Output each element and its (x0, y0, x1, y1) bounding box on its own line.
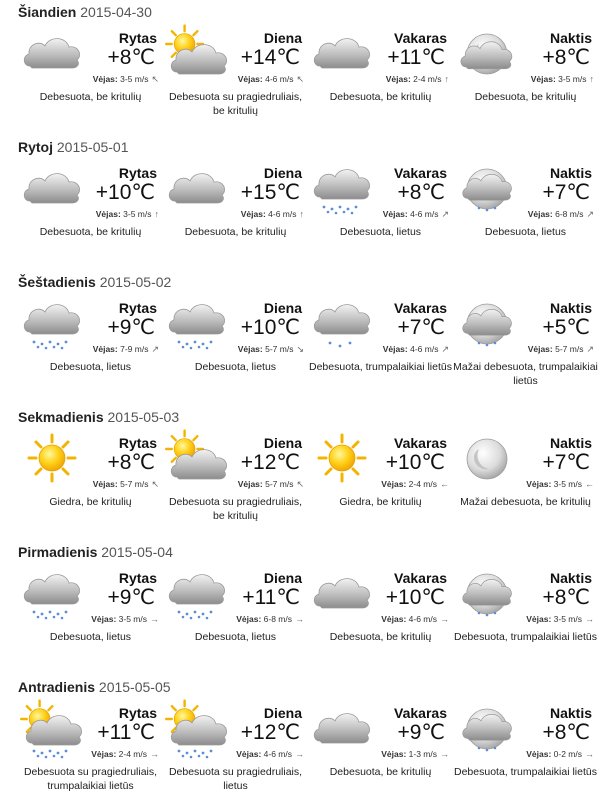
weather-description: Debesuota, lietus (339, 226, 422, 238)
temperature: +9℃ (107, 586, 155, 609)
wind-info (349, 74, 449, 84)
day-periods (0, 564, 607, 675)
day-title (0, 0, 607, 24)
wind-label: Vėjas: (91, 749, 117, 759)
wind-label: Vėjas: (236, 614, 262, 624)
weather-description: Debesuota, trumpalaikiai lietūs (454, 766, 597, 778)
wind-info (349, 344, 449, 355)
period-name: Diena (263, 435, 302, 451)
wind-info (204, 74, 304, 85)
temperature: +9℃ (107, 316, 155, 339)
wind-speed: 4-6 m/s (268, 209, 297, 219)
temperature: +8℃ (397, 181, 445, 204)
wind-direction-icon: ↑ (589, 74, 594, 84)
day-date: 2015-05-02 (99, 274, 172, 290)
period-vakaras (308, 159, 453, 270)
temperature: +7℃ (397, 316, 445, 339)
wind-label: Vėjas: (237, 479, 263, 489)
wind-label: Vėjas: (382, 344, 408, 354)
wind-speed: 5-7 m/s (555, 344, 584, 354)
temperature: +12℃ (240, 721, 300, 744)
period-name: Vakaras (394, 165, 447, 181)
wind-direction-icon: → (440, 614, 449, 624)
day-date: 2015-05-01 (56, 139, 129, 155)
weather-description: Debesuota, be kritulių (184, 226, 287, 238)
wind-speed: 1-3 m/s (408, 749, 437, 759)
wind-info (494, 479, 594, 489)
period-name: Rytas (118, 30, 157, 46)
wind-info (349, 614, 449, 624)
temperature: +14℃ (240, 46, 300, 69)
day-periods (0, 159, 607, 270)
wind-info (204, 344, 304, 355)
wind-direction-icon: ↖ (296, 479, 304, 489)
period-diena (163, 699, 308, 810)
temperature: +8℃ (107, 451, 155, 474)
period-name: Naktis (549, 30, 592, 46)
day-name: Rytoj (18, 139, 53, 155)
day-periods (0, 429, 607, 540)
wind-label: Vėjas: (92, 74, 118, 84)
wind-label: Vėjas: (92, 479, 118, 489)
wind-speed: 3-5 m/s (553, 614, 582, 624)
period-rytas (18, 564, 163, 675)
period-naktis (453, 294, 598, 405)
wind-label: Vėjas: (240, 209, 266, 219)
period-name: Rytas (118, 165, 157, 181)
wind-speed: 0-2 m/s (553, 749, 582, 759)
day-block (0, 675, 607, 810)
period-rytas (18, 429, 163, 540)
weather-description: Mažai debesuota, be kritulių (460, 496, 591, 508)
wind-direction-icon: ← (440, 479, 449, 489)
weather-description: Debesuota, lietus (194, 361, 277, 373)
day-name: Pirmadienis (18, 544, 98, 560)
wind-info (59, 209, 159, 219)
temperature: +15℃ (240, 181, 300, 204)
wind-direction-icon: ↖ (151, 479, 159, 489)
temperature: +10℃ (95, 181, 155, 204)
period-vakaras (308, 429, 453, 540)
wind-info (59, 479, 159, 490)
period-vakaras (308, 294, 453, 405)
wind-label: Vėjas: (95, 209, 121, 219)
wind-direction-icon: ↗ (586, 209, 594, 219)
day-block (0, 270, 607, 405)
period-name: Diena (263, 570, 302, 586)
wind-direction-icon: ↗ (151, 344, 159, 354)
temperature: +8℃ (107, 46, 155, 69)
wind-direction-icon: ↘ (296, 344, 304, 354)
period-rytas (18, 24, 163, 135)
wind-label: Vėjas: (381, 614, 407, 624)
period-name: Diena (263, 165, 302, 181)
period-diena (163, 24, 308, 135)
wind-info (494, 209, 594, 220)
wind-label: Vėjas: (526, 749, 552, 759)
wind-speed: 3-5 m/s (120, 74, 149, 84)
temperature: +10℃ (385, 586, 445, 609)
day-block (0, 0, 607, 135)
day-block (0, 540, 607, 675)
period-vakaras (308, 699, 453, 810)
period-name: Rytas (118, 300, 157, 316)
period-name: Rytas (118, 570, 157, 586)
wind-speed: 3-5 m/s (558, 74, 587, 84)
period-name: Vakaras (394, 705, 447, 721)
period-diena (163, 294, 308, 405)
weather-description: Debesuota, lietus (49, 361, 132, 373)
period-naktis (453, 564, 598, 675)
period-name: Vakaras (394, 30, 447, 46)
wind-label: Vėjas: (236, 749, 262, 759)
wind-speed: 4-6 m/s (265, 74, 294, 84)
weather-description: Debesuota, trumpalaikiai lietūs (454, 631, 597, 643)
day-name: Šiandien (18, 4, 77, 20)
wind-direction-icon: ↑ (299, 209, 304, 219)
day-periods (0, 699, 607, 810)
temperature: +5℃ (542, 316, 590, 339)
weather-description: Debesuota, be kritulių (329, 91, 432, 103)
period-rytas (18, 159, 163, 270)
period-name: Vakaras (394, 435, 447, 451)
period-naktis (453, 699, 598, 810)
wind-speed: 5-7 m/s (265, 479, 294, 489)
period-diena (163, 429, 308, 540)
weather-description: Debesuota su pragiedruliais, be kritulių (168, 496, 303, 522)
day-title (0, 540, 607, 564)
wind-info (204, 209, 304, 219)
temperature: +8℃ (542, 46, 590, 69)
temperature: +10℃ (385, 451, 445, 474)
temperature: +11℃ (97, 721, 155, 744)
wind-label: Vėjas: (527, 344, 553, 354)
period-name: Vakaras (394, 570, 447, 586)
wind-label: Vėjas: (527, 209, 553, 219)
wind-info (494, 749, 594, 759)
wind-speed: 4-6 m/s (408, 614, 437, 624)
period-name: Vakaras (394, 300, 447, 316)
wind-info (349, 749, 449, 759)
period-name: Naktis (549, 570, 592, 586)
period-name: Diena (263, 30, 302, 46)
period-name: Naktis (549, 435, 592, 451)
wind-speed: 5-7 m/s (120, 479, 149, 489)
day-title (0, 135, 607, 159)
wind-direction-icon: → (295, 749, 304, 759)
weather-description: Debesuota, be kritulių (39, 226, 142, 238)
temperature: +7℃ (542, 181, 590, 204)
day-name: Sekmadienis (18, 409, 104, 425)
wind-speed: 4-6 m/s (263, 749, 292, 759)
weather-description: Debesuota su pragiedruliais, trumpalaikiai lietūs (23, 766, 158, 792)
weather-description: Debesuota, be kritulių (474, 91, 577, 103)
weather-description: Giedra, be kritulių (49, 496, 132, 508)
wind-label: Vėjas: (526, 614, 552, 624)
wind-speed: 3-5 m/s (553, 479, 582, 489)
period-name: Naktis (549, 300, 592, 316)
wind-direction-icon: ↑ (154, 209, 159, 219)
period-diena (163, 564, 308, 675)
weather-description: Giedra, be kritulių (339, 496, 422, 508)
temperature: +11℃ (387, 46, 445, 69)
day-title (0, 675, 607, 699)
wind-info (494, 74, 594, 84)
wind-label: Vėjas: (530, 74, 556, 84)
day-title (0, 270, 607, 294)
wind-direction-icon: ↖ (151, 74, 159, 84)
wind-speed: 2-4 m/s (408, 479, 437, 489)
day-date: 2015-04-30 (80, 4, 152, 20)
wind-speed: 6-8 m/s (263, 614, 292, 624)
wind-info (349, 209, 449, 220)
day-periods (0, 294, 607, 405)
wind-direction-icon: → (440, 749, 449, 759)
wind-info (494, 614, 594, 624)
wind-info (204, 614, 304, 624)
temperature: +8℃ (542, 586, 590, 609)
weather-description: Debesuota, be kritulių (329, 766, 432, 778)
weather-description: Debesuota, lietus (49, 631, 132, 643)
temperature: +11℃ (242, 586, 300, 609)
day-date: 2015-05-03 (107, 409, 180, 425)
period-naktis (453, 159, 598, 270)
temperature: +12℃ (240, 451, 300, 474)
wind-info (204, 749, 304, 759)
wind-info (59, 614, 159, 624)
period-name: Diena (263, 300, 302, 316)
wind-info (494, 344, 594, 355)
wind-speed: 7-9 m/s (120, 344, 149, 354)
day-name: Šeštadienis (18, 274, 96, 290)
wind-direction-icon: ↖ (296, 74, 304, 84)
period-rytas (18, 294, 163, 405)
wind-speed: 4-6 m/s (410, 344, 439, 354)
period-name: Rytas (118, 705, 157, 721)
day-periods (0, 24, 607, 135)
wind-info (349, 479, 449, 489)
wind-direction-icon: ← (585, 479, 594, 489)
wind-direction-icon: → (585, 749, 594, 759)
wind-info (59, 749, 159, 759)
period-rytas (18, 699, 163, 810)
temperature: +7℃ (542, 451, 590, 474)
temperature: +9℃ (397, 721, 445, 744)
wind-direction-icon: → (150, 614, 159, 624)
period-name: Naktis (549, 705, 592, 721)
wind-speed: 6-8 m/s (555, 209, 584, 219)
wind-label: Vėjas: (381, 749, 407, 759)
period-naktis (453, 429, 598, 540)
wind-label: Vėjas: (381, 479, 407, 489)
day-title (0, 405, 607, 429)
day-date: 2015-05-05 (98, 679, 171, 695)
wind-speed: 3-5 m/s (118, 614, 147, 624)
wind-label: Vėjas: (385, 74, 411, 84)
wind-label: Vėjas: (382, 209, 408, 219)
day-block (0, 405, 607, 540)
temperature: +8℃ (542, 721, 590, 744)
weather-description: Debesuota su pragiedruliais, lietus (168, 766, 303, 792)
wind-label: Vėjas: (237, 74, 263, 84)
period-name: Naktis (549, 165, 592, 181)
wind-speed: 5-7 m/s (265, 344, 294, 354)
wind-info (204, 479, 304, 490)
wind-direction-icon: → (295, 614, 304, 624)
weather-description: Debesuota, be kritulių (329, 631, 432, 643)
wind-label: Vėjas: (526, 479, 552, 489)
weather-description: Mažai debesuota, trumpalaikiai lietūs (453, 361, 598, 387)
wind-direction-icon: ↑ (444, 74, 449, 84)
wind-speed: 2-4 m/s (118, 749, 147, 759)
weather-description: Debesuota, trumpalaikiai lietūs (309, 361, 452, 373)
wind-label: Vėjas: (237, 344, 263, 354)
period-name: Rytas (118, 435, 157, 451)
wind-speed: 4-6 m/s (410, 209, 439, 219)
wind-direction-icon: ↗ (441, 209, 449, 219)
weather-description: Debesuota, lietus (484, 226, 567, 238)
period-name: Diena (263, 705, 302, 721)
wind-info (59, 344, 159, 355)
period-naktis (453, 24, 598, 135)
wind-direction-icon: → (585, 614, 594, 624)
wind-direction-icon: → (150, 749, 159, 759)
wind-label: Vėjas: (92, 344, 118, 354)
temperature: +10℃ (240, 316, 300, 339)
wind-info (59, 74, 159, 85)
wind-speed: 2-4 m/s (413, 74, 442, 84)
day-name: Antradienis (18, 679, 96, 695)
period-vakaras (308, 564, 453, 675)
weather-description: Debesuota su pragiedruliais, be kritulių (168, 91, 303, 117)
period-diena (163, 159, 308, 270)
day-block (0, 135, 607, 270)
wind-speed: 3-5 m/s (123, 209, 152, 219)
wind-label: Vėjas: (91, 614, 117, 624)
weather-description: Debesuota, lietus (194, 631, 277, 643)
wind-direction-icon: ↗ (441, 344, 449, 354)
weather-description: Debesuota, be kritulių (39, 91, 142, 103)
period-vakaras (308, 24, 453, 135)
wind-direction-icon: ↗ (586, 344, 594, 354)
day-date: 2015-05-04 (101, 544, 173, 560)
